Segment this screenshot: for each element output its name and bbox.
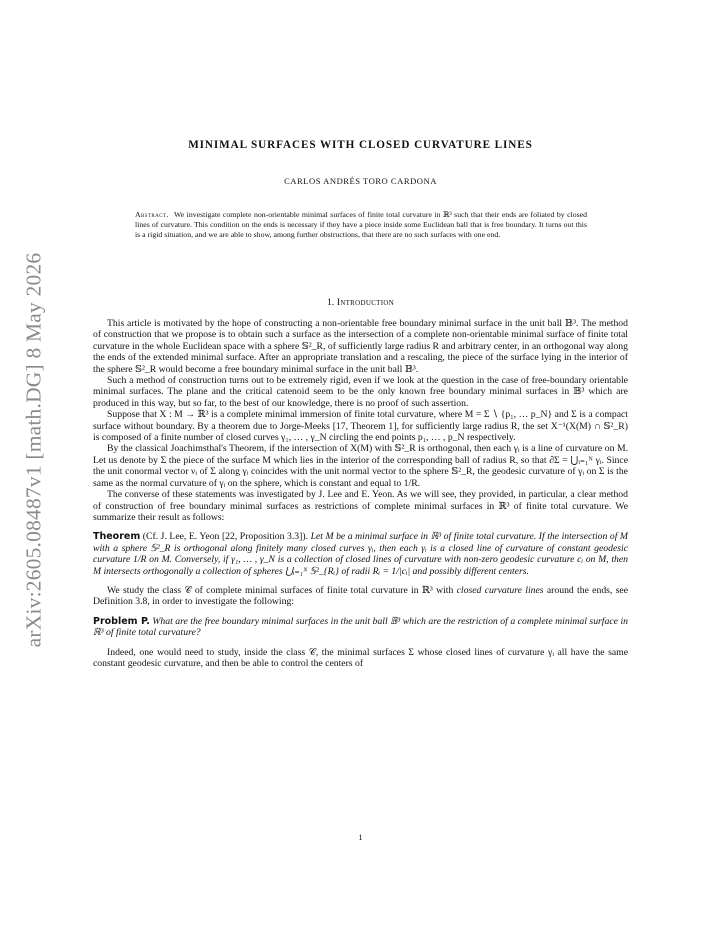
after-theorem-pre: We study the class 𝒞 of complete minimal surfaces of finite total curvature in ℝ³ with xyxy=(107,584,454,596)
paper-title: MINIMAL SURFACES WITH CLOSED CURVATURE LINES xyxy=(188,139,533,151)
problem-text: What are the free boundary minimal surfaces in the unit ball 𝔹³ which are the restriction of a complete minimal surface in ℝ³ of finite total curvature? xyxy=(93,615,628,639)
paragraph-2: Such a method of construction turns out to be extremely rigid, even if we look at the question in the case of free-boundary orientable minimal surfaces. The plane and the critical catenoid seem to be the only known free boundary minimal surfaces in 𝔹³ which are produced in this way, but so far, to the best of our knowledge, there is no proof of such assertion. xyxy=(93,375,628,409)
paragraph-1: This article is motivated by the hope of constructing a non-orientable free boundary minimal surface in the unit ball 𝔹³. The method of construction that we propose is to obtain such a surface as the intersection of a complete non-orientable minimal surface of finite total curvature in the whole Euclidean space with a sphere 𝕊²_R, of sufficiently large radius R and arbitrary center, in an orthogonal way along the ends of the extended minimal surface. After an appropriate translation and a rescaling, the piece of the surface lying in the interior of the sphere 𝕊²_R would become a free boundary minimal surface in the unit ball 𝔹³. xyxy=(93,318,628,375)
paragraph-5: The converse of these statements was investigated by J. Lee and E. Yeon. As we will see, they provided, in particular, a clear method of construction of free boundary minimal surfaces as restrictions of complete minimal surfaces in ℝ³ of finite total curvature. We summarize their result as follows: xyxy=(93,489,628,523)
theorem-label: Theorem xyxy=(93,531,141,543)
abstract xyxy=(135,210,587,241)
abstract-label: Abstract. xyxy=(135,210,169,219)
section-number: 1. xyxy=(326,297,335,308)
theorem-block xyxy=(93,531,628,577)
section-title: Introduction xyxy=(336,297,395,308)
paragraph-3: Suppose that X : M → ℝ³ is a complete minimal immersion of finite total curvature, where M = Σ ∖ {p₁, … p_N} and Σ is a compact surface without boundary. By a theorem due to Jorge-Meeks [17, Theorem 1], for sufficiently large radius R, the set X⁻¹(X(M) ∩ 𝕊²_R) is composed of a finite number of closed curves γ₁, … , γ_N circling the end points p₁, … , p_N respectively. xyxy=(93,409,628,444)
body-text xyxy=(93,318,628,669)
theorem-cite: (Cf. J. Lee, E. Yeon [22, Proposition 3.3]). xyxy=(142,531,309,543)
problem-block xyxy=(93,616,628,639)
after-theorem-emph: closed curvature lines xyxy=(456,584,544,596)
after-theorem-paragraph xyxy=(93,585,628,608)
abstract-text: We investigate complete non-orientable minimal surfaces of finite total curvature in ℝ³ such that their ends are foliated by closed lines of curvature. This condition on the ends is necessary if they have a piece inside some Euclidean ball that is free boundary. It turns out this is a rigid situation, and we are able to show, among further obstructions, that there are no such surfaces with one end. xyxy=(135,210,588,240)
paper-author: CARLOS ANDRÉS TORO CARDONA xyxy=(284,176,437,186)
arxiv-stamp-text: arXiv:2605.08487v1 [math.DG] 8 May 2026 xyxy=(21,252,46,648)
page-number: 1 xyxy=(358,833,363,842)
problem-label: Problem P. xyxy=(93,615,150,627)
final-paragraph: Indeed, one would need to study, inside the class 𝒞, the minimal surfaces Σ whose closed lines of curvature γᵢ all have the same constant geodesic curvature, and then be able to control the centers of xyxy=(93,646,628,669)
after-theorem-post: around the ends, see Definition 3.8, in order to investigate the following: xyxy=(93,584,629,608)
paragraph-4: By the classical Joachimsthal's Theorem, if the intersection of X(M) with 𝕊²_R is orthogonal, then each γᵢ is a line of curvature on M. Let us denote by Σ the piece of the surface M which lies in the interior of the corresponding ball of radius R, so that ∂Σ = ⋃ᵢ₌₁ᴺ γᵢ. Since the unit conormal vector νᵢ of Σ along γᵢ coincides with the unit normal vector to the sphere 𝕊²_R, the geodesic curvature of γᵢ on Σ is the same as the normal curvature of γᵢ on the sphere, which is constant and equal to 1/R. xyxy=(93,443,628,489)
arxiv-stamp xyxy=(14,240,54,660)
section-heading xyxy=(93,297,628,308)
theorem-text: Let M be a minimal surface in ℝ³ of finite total curvature. If the intersection of M with a sphere 𝕊²_R is orthogonal along finitely many closed curves γᵢ, then each γᵢ is a closed line of curvature of constant geodesic curvature 1/R on M. Conversely, if γ₁, … , γ_N is a collection of closed lines of curvature with non-zero geodesic curvature cᵢ on M, then M intersects orthogonally a collection of spheres ⋃ᵢ₌₁ᴺ 𝕊²_{Rᵢ} of radii Rᵢ = 1/|cᵢ| and possibly different centers. xyxy=(93,531,628,577)
